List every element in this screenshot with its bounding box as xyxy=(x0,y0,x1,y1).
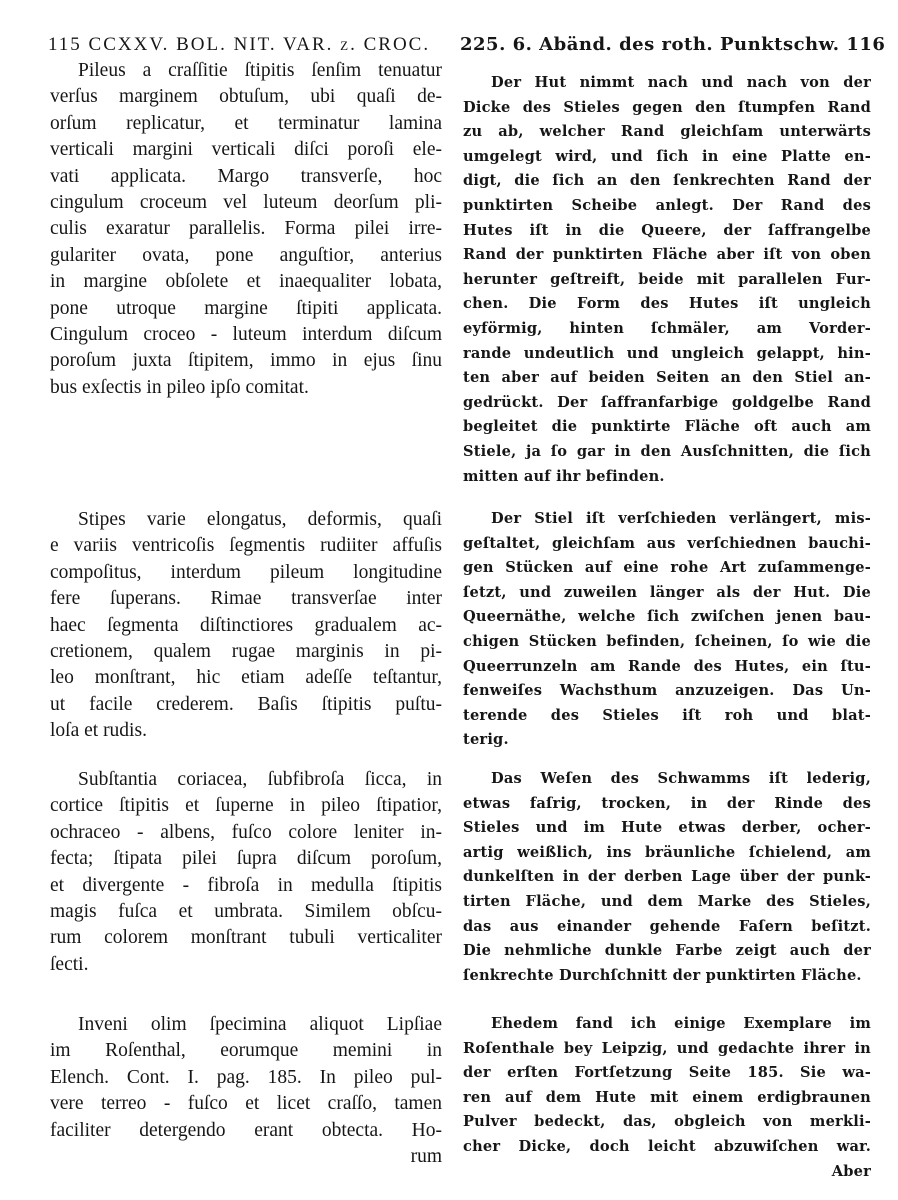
text-line: umgelegt wird, und ſich in eine Platte en- xyxy=(463,147,871,165)
text-line: vere terreo - fuſco et licet craſſo, tamen xyxy=(50,1093,442,1115)
text-line: Roſenthale bey Leipzig, und gedachte ihrer in xyxy=(463,1039,871,1057)
text-line: Inveni olim ſpecimina aliquot Lipſiae xyxy=(78,1014,442,1035)
text-line: cher Dicke, doch leicht abzuwiſchen war. xyxy=(463,1137,871,1155)
text-line: fenweiſes Wachsthum anzuzeigen. Das Un- xyxy=(463,682,871,700)
paragraph xyxy=(463,767,871,988)
text-line: faciliter detergendo erant obtecta. Ho- xyxy=(50,1119,442,1141)
text-line: rum colorem monſtrant tubuli verticaliter xyxy=(50,927,442,949)
text-line: gulariter ovata, pone anguſtior, anterius xyxy=(50,244,442,266)
text-line: et divergente - fibroſa in medulla ſtipitis xyxy=(50,874,442,896)
text-line: ren auf dem Hute mit einem erdigbraunen xyxy=(463,1088,871,1106)
text-line: Queerrunzeln am Rande des Hutes, ein ſtu- xyxy=(463,657,871,675)
text-line: cretionem, qualem rugae marginis in pi- xyxy=(50,640,442,662)
text-line: dunkelſten in der derben Lage über der punk- xyxy=(463,868,871,886)
catchword: rum xyxy=(410,1145,442,1167)
text-line: compoſitus, interdum pileum longitudine xyxy=(50,561,442,583)
text-line: e variis ventricoſis ſegmentis rudiiter affuſis xyxy=(50,535,442,557)
text-line: chigen Stücken befinden, ſcheinen, ſo wie die xyxy=(463,632,871,650)
text-line: culis exaratur parallelis. Forma pilei irre- xyxy=(50,218,442,240)
text-line: haec ſegmenta diſtinctiores gradualem ac- xyxy=(50,614,442,636)
text-line: ochraceo - albens, fuſco colore leniter in- xyxy=(50,821,442,843)
text-line: verſus marginem obtuſum, ubi quaſi de- xyxy=(50,86,442,108)
text-line: Rand der punktirten Fläche aber iſt von oben xyxy=(463,246,871,264)
running-head-left: 115 CCXXV. BOL. NIT. VAR. ζ. CROC. xyxy=(48,34,431,55)
text-line: in margine obſolete et inaequaliter lobata, xyxy=(50,271,442,293)
text-line: Cingulum croceo - luteum interdum diſcum xyxy=(50,323,442,345)
text-line: Stipes varie elongatus, deformis, quaſi xyxy=(78,509,442,530)
text-line: tirten Fläche, und dem Marke des Stieles, xyxy=(463,892,871,910)
text-line: der erſten Fortſetzung Seite 185. Sie wa- xyxy=(463,1064,871,1082)
text-line: zu ab, welcher Rand gleichſam unterwärts xyxy=(463,123,871,141)
text-line: ſenkrechte Durchſchnitt der punktirten Fläche. xyxy=(463,966,862,984)
text-line: pone utroque margine ſtipiti applicata. xyxy=(50,297,442,319)
text-line: etwas faſrig, trocken, in der Rinde des xyxy=(463,794,871,812)
text-line: Die nehmliche dunkle Farbe zeigt auch der xyxy=(463,942,871,960)
text-line: Queernäthe, welche ſich zwiſchen jenen bau- xyxy=(463,608,871,626)
text-line: loſa et rudis. xyxy=(50,720,147,742)
text-line: vati applicata. Margo transverſe, hoc xyxy=(50,165,442,187)
text-line: bus exſectis in pileo ipſo comitat. xyxy=(50,376,309,398)
paragraph xyxy=(50,58,442,401)
text-line: Stieles und im Hute etwas derber, ocher- xyxy=(463,819,871,837)
text-line: Pulver bedeckt, das, obgleich von merkli- xyxy=(463,1113,871,1131)
text-line: orſum replicatur, et terminatur lamina xyxy=(50,112,442,134)
text-line: digt, die ſich an den ſenkrechten Rand der xyxy=(463,172,871,190)
paragraph xyxy=(463,1012,871,1184)
text-line: fecta; ſtipata pilei ſupra diſcum poroſum, xyxy=(50,848,442,870)
text-line: herunter geſtreift, beide mit parallelen Fur- xyxy=(463,270,871,288)
text-line: fere ſuperans. Rimae transverſae inter xyxy=(50,588,442,610)
text-line: Subſtantia coriacea, ſubfibroſa ſicca, in xyxy=(78,769,442,790)
text-line: cingulum croceum vel luteum deorſum pli- xyxy=(50,191,442,213)
text-line: artig weißlich, ins bräunliche ſchielend, am xyxy=(463,843,871,861)
paragraph xyxy=(463,507,871,753)
text-line: ten aber auf beiden Seiten an den Stiel an- xyxy=(463,369,871,387)
text-line: leo monſtrant, hic etiam adeſſe teſtantur, xyxy=(50,667,442,689)
text-line: punktirten Scheibe anlegt. Der Rand des xyxy=(463,196,871,214)
paragraph xyxy=(50,1012,442,1170)
text-line: im Roſenthal, eorumque memini in xyxy=(50,1040,442,1062)
text-line: terende des Stieles iſt roh und blat- xyxy=(463,706,871,724)
text-line: cortice ſtipitis et ſuperne in pileo ſtipatior, xyxy=(50,795,442,817)
paragraph xyxy=(50,767,442,978)
catchword: Aber xyxy=(831,1162,871,1180)
text-line: ſecti. xyxy=(50,953,89,975)
text-line: mitten auf ihr befinden. xyxy=(463,467,665,485)
text-line: ſetzt, und zuweilen länger als der Hut. Die xyxy=(463,583,871,601)
text-line: eyförmig, hinten ſchmäler, am Vorder- xyxy=(463,319,871,337)
text-line: das aus einander gehende Faſern beſitzt. xyxy=(463,917,871,935)
text-line: Der Hut nimmt nach und nach von der xyxy=(491,74,871,91)
text-line: poroſum juxta ſtipitem, immo in ejus ſinu xyxy=(50,350,442,372)
text-line: Dicke des Stieles gegen den ſtumpfen Rand xyxy=(463,98,871,116)
text-line: Ehedem fand ich einige Exemplare im xyxy=(491,1015,871,1032)
paragraph xyxy=(463,71,871,489)
text-line: Der Stiel iſt verſchieden verlängert, mis- xyxy=(491,510,871,527)
text-line: Elench. Cont. I. pag. 185. In pileo pul- xyxy=(50,1066,442,1088)
running-head-right: 225. 6. Abänd. des roth. Punktschw. 116 xyxy=(460,34,886,55)
text-line: Das Weſen des Schwamms iſt lederig, xyxy=(491,770,871,787)
text-line: gen Stücken auf eine rohe Art zuſammenge- xyxy=(463,559,871,577)
text-line: geſtaltet, gleichſam aus verſchiednen bauchi- xyxy=(463,534,871,552)
text-line: verticali margini verticali diſci poroſi ele- xyxy=(50,139,442,161)
text-line: Hutes iſt in die Queere, der ſaffrangelbe xyxy=(463,221,871,239)
paragraph xyxy=(50,507,442,745)
text-line: ut facile crederem. Baſis ſtipitis puſtu- xyxy=(50,693,442,715)
text-line: terig. xyxy=(463,731,509,749)
text-line: gedrückt. Der ſaffranfarbige goldgelbe Rand xyxy=(463,393,871,411)
text-line: rande undeutlich und ungleich gelappt, hin- xyxy=(463,344,871,362)
text-line: Stiele, ja ſo gar in den Ausſchnitten, die ſich xyxy=(463,442,871,460)
text-line: magis fuſca et umbrata. Similem obſcu- xyxy=(50,900,442,922)
text-line: chen. Die Form des Hutes iſt ungleich xyxy=(463,295,871,313)
text-line: Pileus a craſſitie ſtipitis ſenſim tenuatur xyxy=(78,60,442,81)
text-line: begleitet die punktirte Fläche oft auch am xyxy=(463,418,871,436)
